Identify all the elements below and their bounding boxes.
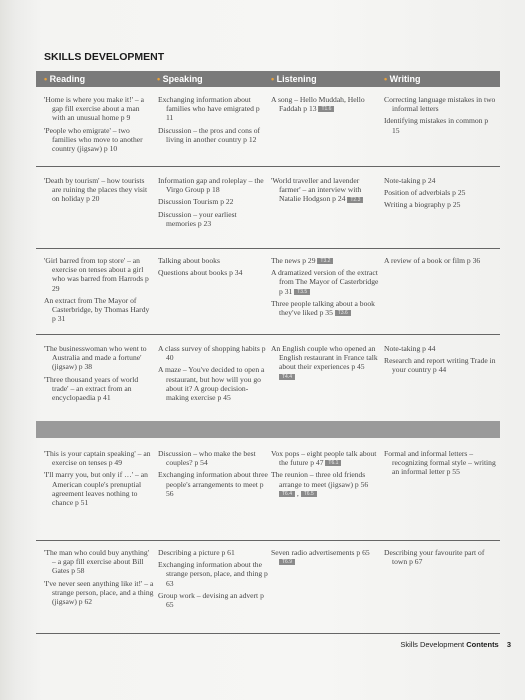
list-item: Identifying mistakes in common p 15 [384,116,489,135]
list-item: Seven radio advertisements p 65 T6.9 [271,548,370,566]
list-item: 'World traveller and lavender farmer' – an interview with Natalie Hodgson p 24 T2.3 [271,176,381,204]
list-item: Exchanging information about families who have emigrated p 11 [158,95,260,123]
cell-listening [271,176,381,207]
cell-reading [44,256,154,326]
track-tag: T6.5 [301,491,317,497]
list-item: Information gap and roleplay – the Virgo Group p 18 [158,176,264,195]
list-item: Formal and informal letters – recognizing formal style – writing an informal letter p 55 [384,449,496,477]
column-header-listening: • Listening [271,74,317,84]
list-item: Writing a biography p 25 [384,200,461,210]
cell-writing [384,256,496,268]
list-item: 'Girl barred from top store' – an exercise on tenses about a girl who was barred from Harrods p 29 [44,256,149,293]
list-item: 'Three thousand years of world trade' – an extract from an encyclopaedia p 41 [44,374,139,403]
column-header-speaking: • Speaking [157,74,203,84]
cell-writing [384,95,496,138]
row-divider [36,248,500,249]
list-item: Three people talking about a book they've liked p 35 T3.6 [271,298,375,318]
page-number: 3 [506,640,511,649]
row-divider [36,540,500,541]
cell-listening [271,95,381,116]
track-tag: T3.2 [317,258,333,264]
cell-reading [44,344,154,405]
column-header-reading: • Reading [44,74,86,84]
list-item: 'The businesswoman who went to Australia and made a fortune' (jigsaw) p 38 [44,344,147,372]
list-item: Position of adverbials p 25 [384,188,466,198]
list-item: 'I've never seen anything like it!' – a strange person, place, and a thing (jigsaw) p 62 [44,578,154,607]
list-item: Group work – devising an advert p 65 [158,590,264,610]
track-tag: T2.3 [347,197,363,203]
cell-writing [384,449,496,480]
bullet-icon: • [271,74,275,84]
column-header-bar [36,71,500,87]
cell-speaking [158,449,268,501]
list-item: Talking about books [158,256,220,265]
cell-speaking [158,176,268,231]
track-tag: T1.6 [318,106,334,112]
list-item: Note-taking p 24 [384,176,436,185]
list-item: Discussion – the pros and cons of living in another country p 12 [158,125,261,144]
list-item: 'This is your captain speaking' – an exercise on tenses p 49 [44,449,151,468]
cell-reading [44,449,154,510]
list-item: A maze – You've decided to open a restaurant, but how will you go about it? A group decision-making exercise p 45 [158,365,265,403]
cell-reading [44,176,154,207]
track-tag: T4.4 [279,374,295,380]
cell-listening [271,344,381,384]
track-tag: T6.4 [279,491,295,497]
track-tag: T3.5 [294,289,310,295]
cell-speaking [158,256,268,280]
list-item: Vox pops – eight people talk about the future p 47 T6.1 [271,449,377,468]
page-footer: Skills Development Contents 3 [400,640,511,649]
row-divider [36,334,500,335]
list-item: Questions about books p 34 [158,268,243,278]
cell-writing [384,344,496,378]
list-item: Describing a picture p 61 [158,548,235,557]
page-title: SKILLS DEVELOPMENT [44,51,165,63]
row-divider [36,166,500,167]
list-item: 'The man who could buy anything' – a gap fill exercise about Bill Gates p 58 [44,548,150,576]
track-tag: T3.6 [335,310,351,316]
row-divider [36,633,500,634]
list-item: A song – Hello Muddah, Hello Faddah p 13 T1.6 [271,95,365,114]
list-item: The news p 29 T3.2 [271,256,381,265]
list-item: A dramatized version of the extract from The Mayor of Casterbridge p 31 T3.5 [271,268,379,296]
list-item: A review of a book or film p 36 [384,256,481,265]
list-item: 'Home is where you make it!' – a gap fill exercise about a man with an unusual home p 9 [44,95,144,123]
list-item: An English couple who opened an English restaurant in France talk about their experiences p 45 T4.4 [271,344,378,380]
list-item: Research and report writing Trade in your country p 44 [384,356,496,375]
cell-reading [44,95,154,156]
cell-listening [271,548,381,569]
list-item: Describing your favourite part of town p 67 [384,548,485,567]
bullet-icon: • [384,74,388,84]
list-item: Exchanging information about three people's arrangements to meet p 56 [158,470,268,498]
cell-writing [384,176,496,213]
list-item: 'Death by tourism' – how tourists are ruining the places they visit on holiday p 20 [44,176,148,204]
track-tag: T6.9 [279,559,295,565]
column-header-writing: • Writing [384,74,421,84]
cell-speaking [158,548,268,612]
list-item: The reunion – three old friends arrange to meet (jigsaw) p 56 T6.4 , T6.5 [271,470,369,498]
list-item: Discussion – who make the best couples? p 54 [158,449,256,468]
list-item: An extract from The Mayor of Casterbridge, by Thomas Hardy p 31 [44,295,150,324]
cell-listening [271,449,381,501]
cell-writing [384,548,496,569]
list-item: A class survey of shopping habits p 40 [158,344,266,363]
cell-listening [271,256,381,320]
bullet-icon: • [44,74,48,84]
cell-speaking [158,344,268,405]
track-tag: T6.1 [325,460,341,466]
list-item: 'I'll marry you, but only if …' – an American couple's prenuptial agreement leaves nothing to chance p 51 [44,470,148,508]
list-item: Note-taking p 44 [384,344,436,353]
list-item: Correcting language mistakes in two informal letters [384,95,496,114]
list-item: Discussion – your earliest memories p 23 [158,209,237,228]
list-item: 'People who emigrate' – two families who move to another country (jigsaw) p 10 [44,125,143,154]
unit-separator-band [36,421,500,438]
list-item: Exchanging information about the strange person, place, and thing p 63 [158,560,268,588]
list-item: Discussion Tourism p 22 [158,197,234,207]
bullet-icon: • [157,74,161,84]
cell-reading [44,548,154,609]
cell-speaking [158,95,268,147]
